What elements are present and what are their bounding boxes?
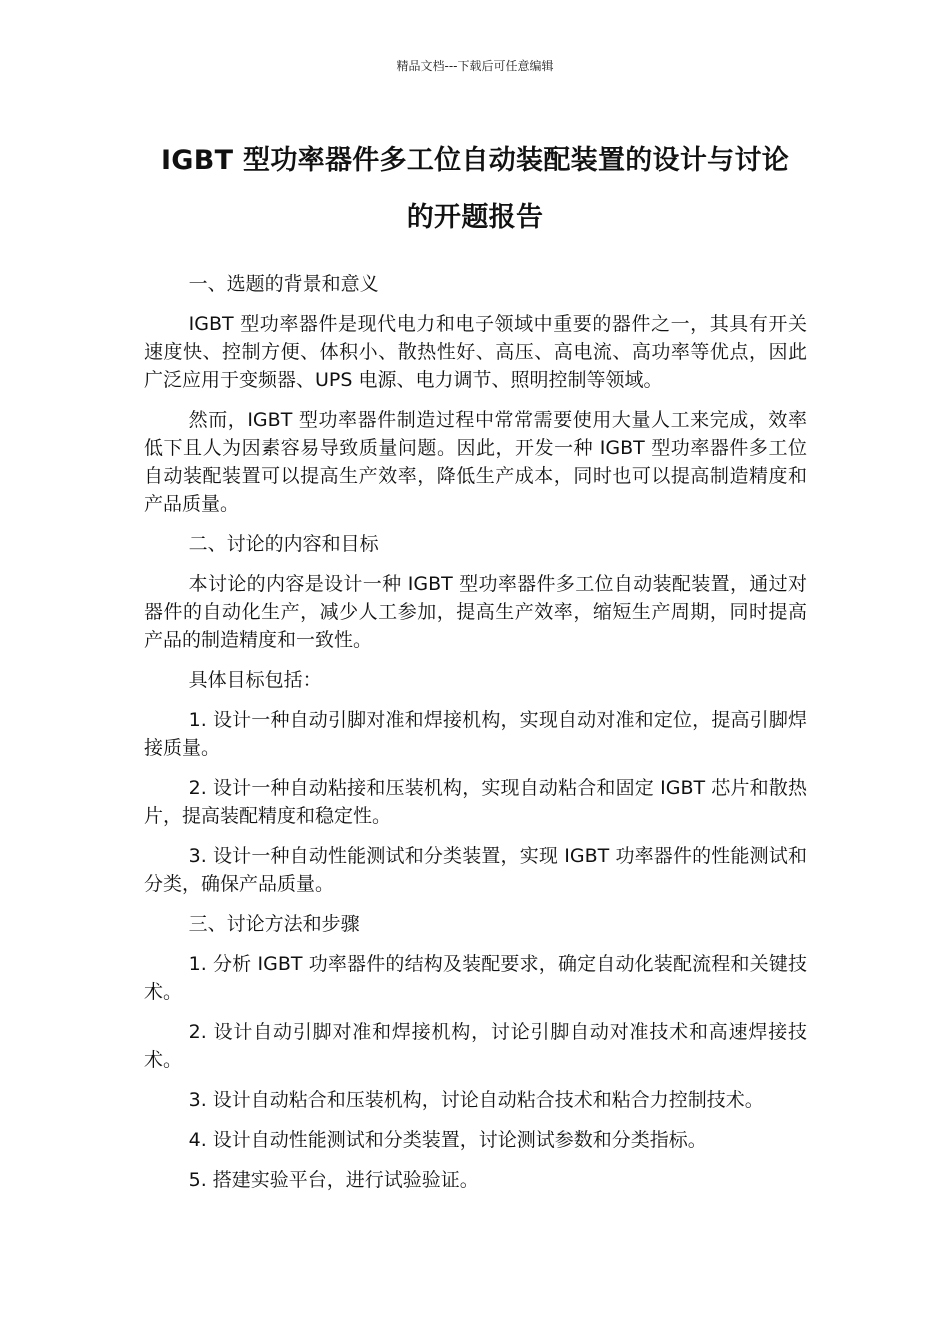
list-item-step-3: 3. 设计自动粘合和压装机构，讨论自动粘合技术和粘合力控制技术。 bbox=[188, 1089, 764, 1111]
section-heading-background: 一、选题的背景和意义 bbox=[188, 273, 379, 295]
list-item-step-1: 1. 分析 IGBT 功率器件的结构及装配要求，确定自动化装配流程和关键技术。 bbox=[144, 953, 807, 1003]
list-item-goal-2: 2. 设计一种自动粘接和压装机构，实现自动粘合和固定 IGBT 芯片和散热片，提高装配精度和稳定性。 bbox=[144, 777, 807, 827]
list-item-step-5: 5. 搭建实验平台，进行试验验证。 bbox=[188, 1169, 479, 1191]
list-item-goal-1: 1. 设计一种自动引脚对准和焊接机构，实现自动对准和定位，提高引脚焊接质量。 bbox=[144, 709, 807, 759]
document-title-line-1: IGBT 型功率器件多工位自动装配装置的设计与讨论 bbox=[160, 145, 790, 176]
page-header-note: 精品文档---下载后可任意编辑 bbox=[396, 59, 554, 73]
paragraph-background-1: IGBT 型功率器件是现代电力和电子领域中重要的器件之一，其具有开关速度快、控制方便、体积小、散热性好、高压、高电流、高功率等优点，因此广泛应用于变频器、UPS 电源、电力调节、照明控制等领域。 bbox=[144, 313, 807, 391]
list-item-step-4: 4. 设计自动性能测试和分类装置，讨论测试参数和分类指标。 bbox=[188, 1129, 707, 1151]
list-item-goal-3: 3. 设计一种自动性能测试和分类装置，实现 IGBT 功率器件的性能测试和分类，确保产品质量。 bbox=[144, 845, 807, 895]
paragraph-goals-intro: 具体目标包括： bbox=[188, 669, 322, 691]
section-heading-methods: 三、讨论方法和步骤 bbox=[188, 913, 360, 935]
document-body bbox=[144, 270, 807, 1206]
document-title-line-2: 的开题报告 bbox=[406, 202, 544, 233]
section-heading-content-goals: 二、讨论的内容和目标 bbox=[188, 533, 379, 555]
paragraph-content: 本讨论的内容是设计一种 IGBT 型功率器件多工位自动装配装置，通过对器件的自动化生产，减少人工参加，提高生产效率，缩短生产周期，同时提高产品的制造精度和一致性。 bbox=[144, 573, 807, 651]
paragraph-background-2: 然而，IGBT 型功率器件制造过程中常常需要使用大量人工来完成，效率低下且人为因素容易导致质量问题。因此，开发一种 IGBT 型功率器件多工位自动装配装置可以提高生产效率，降低生产成本，同时也可以提高制造精度和产品质量。 bbox=[144, 409, 807, 515]
list-item-step-2: 2. 设计自动引脚对准和焊接机构，讨论引脚自动对准技术和高速焊接技术。 bbox=[144, 1021, 807, 1071]
